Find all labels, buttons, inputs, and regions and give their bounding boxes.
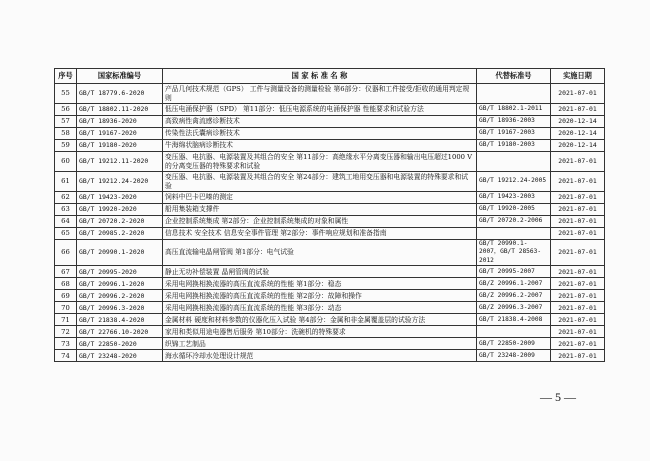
cell-no: 70 <box>55 302 77 314</box>
cell-replaced: GB/T 22850-2009 <box>477 338 551 350</box>
cell-date: 2021-07-01 <box>551 84 605 104</box>
cell-std-name: 海水循环冷却水处理设计规范 <box>163 350 477 362</box>
cell-replaced: GB/T 20995-2007 <box>477 266 551 278</box>
cell-no: 72 <box>55 326 77 338</box>
header-replaced: 代替标准号 <box>477 69 551 84</box>
table-row <box>55 290 605 302</box>
cell-std-number: GB/T 20996.3-2020 <box>77 302 163 314</box>
cell-no: 59 <box>55 140 77 152</box>
table-row <box>55 172 605 192</box>
header-std-name: 国 家 标 准 名 称 <box>163 69 477 84</box>
cell-no: 55 <box>55 84 77 104</box>
cell-no: 69 <box>55 290 77 302</box>
cell-std-number: GB/T 19180-2020 <box>77 140 163 152</box>
cell-replaced: GB/T 21838.4-2008 <box>477 314 551 326</box>
cell-no: 63 <box>55 204 77 216</box>
cell-date: 2020-12-14 <box>551 128 605 140</box>
cell-std-name: 采用电网换相换流器的高压直流系统的性能 第3部分：动态 <box>163 302 477 314</box>
cell-date: 2021-07-01 <box>551 290 605 302</box>
cell-replaced <box>477 228 551 240</box>
cell-replaced: GB/T 18802.1-2011 <box>477 104 551 116</box>
table-row <box>55 338 605 350</box>
table-row <box>55 302 605 314</box>
cell-std-number: GB/T 20990.1-2020 <box>77 240 163 266</box>
table-row <box>55 104 605 116</box>
cell-std-name: 信息技术 安全技术 信息安全事件管理 第2部分：事件响应规划和准备指南 <box>163 228 477 240</box>
cell-replaced: GB/T 19920-2005 <box>477 204 551 216</box>
cell-std-name: 变压器、电抗器、电源装置及其组合的安全 第24部分：建筑工地用变压器和电源装置的特殊要求和试验 <box>163 172 477 192</box>
table-row <box>55 128 605 140</box>
table-row <box>55 240 605 266</box>
table-row <box>55 228 605 240</box>
cell-std-number: GB/T 20996.1-2020 <box>77 278 163 290</box>
table-row <box>55 266 605 278</box>
cell-std-number: GB/T 20995-2020 <box>77 266 163 278</box>
cell-std-name: 静止无功补偿装置 晶闸管阀的试验 <box>163 266 477 278</box>
header-no: 序号 <box>55 69 77 84</box>
cell-std-number: GB/T 20985.2-2020 <box>77 228 163 240</box>
cell-date: 2021-07-01 <box>551 172 605 192</box>
cell-std-number: GB/T 18779.6-2020 <box>77 84 163 104</box>
cell-replaced: GB/Z 20996.1-2007 <box>477 278 551 290</box>
cell-no: 68 <box>55 278 77 290</box>
cell-std-name: 饲料中巴卡巴嗪的测定 <box>163 192 477 204</box>
cell-no: 65 <box>55 228 77 240</box>
cell-date: 2021-07-01 <box>551 216 605 228</box>
cell-no: 60 <box>55 152 77 172</box>
cell-std-name: 低压电涌保护器（SPD） 第11部分：低压电源系统的电涌保护器 性能要求和试验方法 <box>163 104 477 116</box>
cell-std-name: 船用集装箱支撑件 <box>163 204 477 216</box>
cell-std-name: 织锦工艺制品 <box>163 338 477 350</box>
table-header-row <box>55 69 605 84</box>
cell-date: 2020-12-14 <box>551 140 605 152</box>
page-number: — 5 — <box>540 390 576 404</box>
table-row <box>55 278 605 290</box>
cell-date: 2020-12-14 <box>551 116 605 128</box>
cell-std-number: GB/T 20720.2-2020 <box>77 216 163 228</box>
cell-replaced: GB/T 19212.24-2005 <box>477 172 551 192</box>
cell-std-number: GB/T 20996.2-2020 <box>77 290 163 302</box>
cell-replaced: GB/T 20720.2-2006 <box>477 216 551 228</box>
cell-date: 2021-07-01 <box>551 278 605 290</box>
table-row <box>55 350 605 362</box>
cell-no: 66 <box>55 240 77 266</box>
cell-std-name: 家用和类似用途电器售后服务 第10部分：洗碗机的特殊要求 <box>163 326 477 338</box>
cell-replaced: GB/Z 20996.2-2007 <box>477 290 551 302</box>
cell-date: 2021-07-01 <box>551 302 605 314</box>
cell-no: 74 <box>55 350 77 362</box>
cell-date: 2021-07-01 <box>551 350 605 362</box>
table-row <box>55 314 605 326</box>
cell-std-name: 采用电网换相换流器的高压直流系统的性能 第1部分：稳态 <box>163 278 477 290</box>
cell-replaced <box>477 84 551 104</box>
cell-no: 58 <box>55 128 77 140</box>
cell-date: 2021-07-01 <box>551 204 605 216</box>
cell-std-number: GB/T 19423-2020 <box>77 192 163 204</box>
cell-std-name: 企业控制系统集成 第2部分：企业控制系统集成的对象和属性 <box>163 216 477 228</box>
cell-std-number: GB/T 19212.24-2020 <box>77 172 163 192</box>
cell-std-number: GB/T 22766.10-2020 <box>77 326 163 338</box>
cell-date: 2021-07-01 <box>551 240 605 266</box>
cell-replaced: GB/T 19167-2003 <box>477 128 551 140</box>
cell-std-name: 高压直流输电晶闸管阀 第1部分：电气试验 <box>163 240 477 266</box>
cell-std-name: 产品几何技术规范（GPS） 工件与测量设备的测量检验 第6部分：仪器和工件接受/拒收的通用判定规则 <box>163 84 477 104</box>
cell-no: 73 <box>55 338 77 350</box>
cell-std-number: GB/T 19212.11-2020 <box>77 152 163 172</box>
cell-std-number: GB/T 18802.11-2020 <box>77 104 163 116</box>
cell-no: 62 <box>55 192 77 204</box>
cell-date: 2021-07-01 <box>551 338 605 350</box>
table-row <box>55 140 605 152</box>
cell-date: 2021-07-01 <box>551 314 605 326</box>
standards-table <box>54 68 605 362</box>
cell-replaced: GB/T 19423-2003 <box>477 192 551 204</box>
cell-replaced <box>477 326 551 338</box>
cell-std-name: 高致病性禽流感诊断技术 <box>163 116 477 128</box>
cell-std-number: GB/T 19920-2020 <box>77 204 163 216</box>
cell-std-name: 金属材料 硬度和材料参数的仪器化压入试验 第4部分：金属和非金属覆盖层的试验方法 <box>163 314 477 326</box>
table-row <box>55 84 605 104</box>
cell-date: 2021-07-01 <box>551 152 605 172</box>
cell-no: 57 <box>55 116 77 128</box>
cell-std-number: GB/T 22850-2020 <box>77 338 163 350</box>
header-date: 实施日期 <box>551 69 605 84</box>
cell-std-name: 变压器、电抗器、电源装置及其组合的安全 第11部分：高绝缘水平分离变压器和输出电压超过1000 V的分离变压器的特殊要求和试验 <box>163 152 477 172</box>
cell-date: 2021-07-01 <box>551 228 605 240</box>
cell-no: 64 <box>55 216 77 228</box>
cell-std-name: 传染性法氏囊病诊断技术 <box>163 128 477 140</box>
cell-replaced: GB/T 23248-2009 <box>477 350 551 362</box>
cell-no: 67 <box>55 266 77 278</box>
table-body <box>55 84 605 362</box>
table-row <box>55 116 605 128</box>
cell-replaced: GB/T 20990.1-2007，GB/T 28563-2012 <box>477 240 551 266</box>
cell-std-number: GB/T 21838.4-2020 <box>77 314 163 326</box>
cell-date: 2021-07-01 <box>551 326 605 338</box>
cell-replaced: GB/T 18936-2003 <box>477 116 551 128</box>
cell-no: 56 <box>55 104 77 116</box>
table-row <box>55 152 605 172</box>
table-row <box>55 204 605 216</box>
cell-std-name: 牛海绵状脑病诊断技术 <box>163 140 477 152</box>
cell-std-number: GB/T 18936-2020 <box>77 116 163 128</box>
cell-replaced: GB/Z 20996.3-2007 <box>477 302 551 314</box>
cell-replaced: GB/T 19180-2003 <box>477 140 551 152</box>
cell-no: 61 <box>55 172 77 192</box>
table-row <box>55 192 605 204</box>
table-row <box>55 326 605 338</box>
cell-std-name: 采用电网换相换流器的高压直流系统的性能 第2部分：故障和操作 <box>163 290 477 302</box>
cell-std-number: GB/T 19167-2020 <box>77 128 163 140</box>
cell-replaced <box>477 152 551 172</box>
cell-no: 71 <box>55 314 77 326</box>
cell-date: 2021-07-01 <box>551 104 605 116</box>
cell-date: 2021-07-01 <box>551 192 605 204</box>
cell-std-number: GB/T 23248-2020 <box>77 350 163 362</box>
cell-date: 2021-07-01 <box>551 266 605 278</box>
table-row <box>55 216 605 228</box>
header-std-number: 国家标准编号 <box>77 69 163 84</box>
